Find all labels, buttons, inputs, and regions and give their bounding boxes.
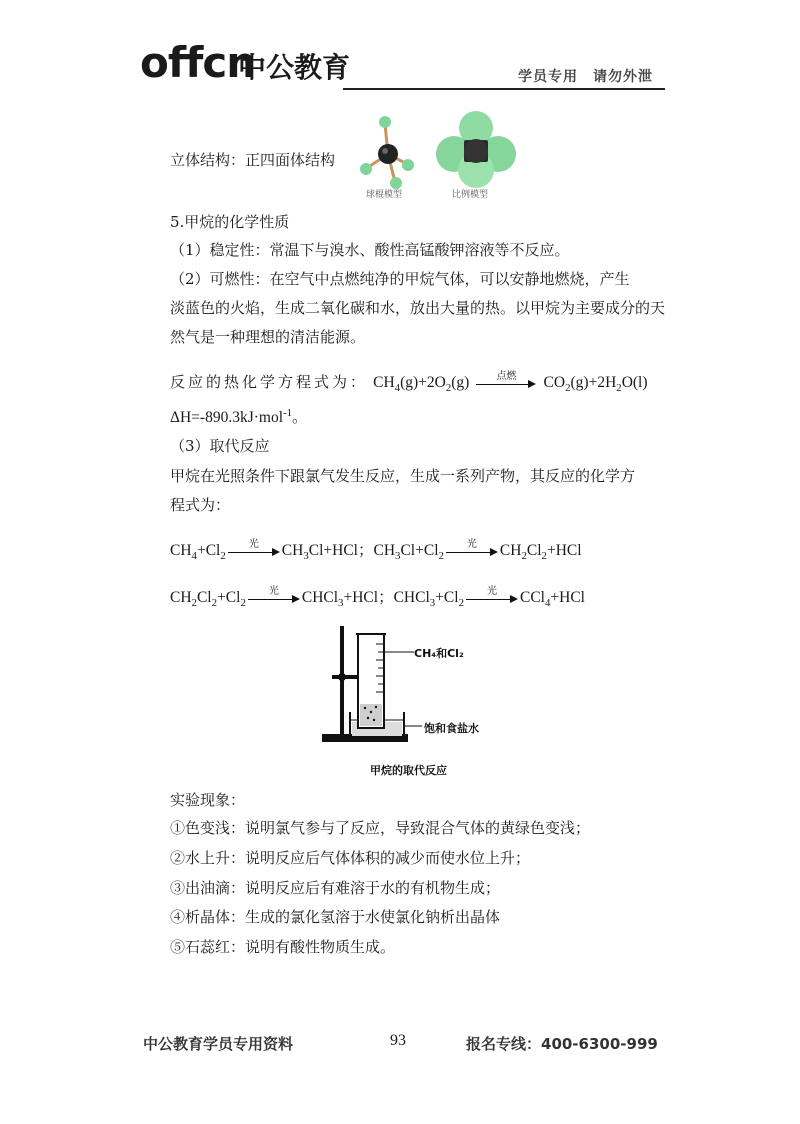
- thermo-label: 反应的热化学方程式为：: [170, 373, 369, 391]
- ball-stick-caption: 球棍模型: [366, 190, 403, 200]
- space-fill-caption: 比例模型: [452, 190, 489, 200]
- ignite-label: 点燃: [496, 370, 517, 382]
- page-number: 93: [390, 1032, 406, 1049]
- observation-item: ⑤石蕊红：说明有酸性物质生成。: [170, 938, 396, 956]
- combustion-line-3: 然气是一种理想的清洁能源。: [170, 328, 366, 346]
- ball-stick-model: [355, 110, 425, 198]
- structure-label: 立体结构：正四面体结构: [170, 151, 336, 169]
- combustion-line-2: 淡蓝色的火焰，生成二氧化碳和水，放出大量的热。以甲烷为主要成分的天: [170, 299, 666, 317]
- space-filling-model: [432, 110, 522, 190]
- observation-title: 实验现象：: [170, 791, 246, 809]
- delta-h-value: ΔH=-890.3kJ·mol: [170, 409, 283, 426]
- equation-row-1: $CH_4+Cl_2$ 光 $CH_3Cl+HCl$；$CH_3Cl+Cl_2$ 光 $CH_2Cl_2+HCl$: [170, 538, 582, 563]
- water-label: 饱和食盐水: [424, 722, 479, 735]
- stability-text: （1）稳定性：常温下与溴水、酸性高锰酸钾溶液等不反应。: [170, 241, 570, 259]
- delta-h: ΔH=-890.3kJ·mol$^{-1}$。: [170, 406, 308, 426]
- substitution-title: （3）取代反应: [170, 437, 270, 455]
- observation-item: ①色变浅：说明氯气参与了反应，导致混合气体的黄绿色变浅；: [170, 819, 591, 837]
- observation-item: ③出油滴：说明反应后有难溶于水的有机物生成；: [170, 879, 501, 897]
- header-note: 学员专用 请勿外泄: [518, 69, 653, 85]
- observation-item: ④析晶体：生成的氯化氢溶于水使氯化钠析出晶体: [170, 908, 501, 926]
- combustion-line-1: （2）可燃性：在空气中点燃纯净的甲烷气体，可以安静地燃烧，产生: [170, 270, 630, 288]
- equation-row-2: $CH_2Cl_2+Cl_2$ 光 CHCl$_3$+HCl；$CHCl_3+Cl_2$ 光 CCl$_4$+HCl: [170, 585, 585, 610]
- observation-item: ②水上升：说明反应后气体体积的减少而使水位上升；: [170, 849, 531, 867]
- arrow-icon: [476, 370, 536, 390]
- header-rule: [343, 88, 665, 90]
- gas-label: CH₄和Cl₂: [414, 647, 464, 660]
- arrow-icon: 光: [228, 544, 280, 558]
- substitution-line-1: 甲烷在光照条件下跟氯气发生反应，生成一系列产物，其反应的化学方: [170, 467, 636, 485]
- footer-hotline: 报名专线：400-6300-999: [466, 1035, 658, 1053]
- logo-cn: 中公教育: [238, 51, 351, 84]
- arrow-icon: 光: [466, 591, 518, 605]
- figure-caption: 甲烷的取代反应: [370, 764, 447, 777]
- apparatus-figure: [318, 620, 428, 750]
- arrow-icon: 光: [446, 544, 498, 558]
- arrow-icon: 光: [248, 591, 300, 605]
- footer-left: 中公教育学员专用资料: [143, 1035, 294, 1053]
- substitution-line-2: 程式为：: [170, 496, 231, 514]
- thermo-equation: 反应的热化学方程式为： $CH_4(g)+2O_2(g)$ 点燃 $CO_2(g)+2H_2O(l)$: [170, 372, 648, 394]
- logo-offcn: offcn: [140, 38, 256, 87]
- section-title: 5.甲烷的化学性质: [170, 213, 290, 231]
